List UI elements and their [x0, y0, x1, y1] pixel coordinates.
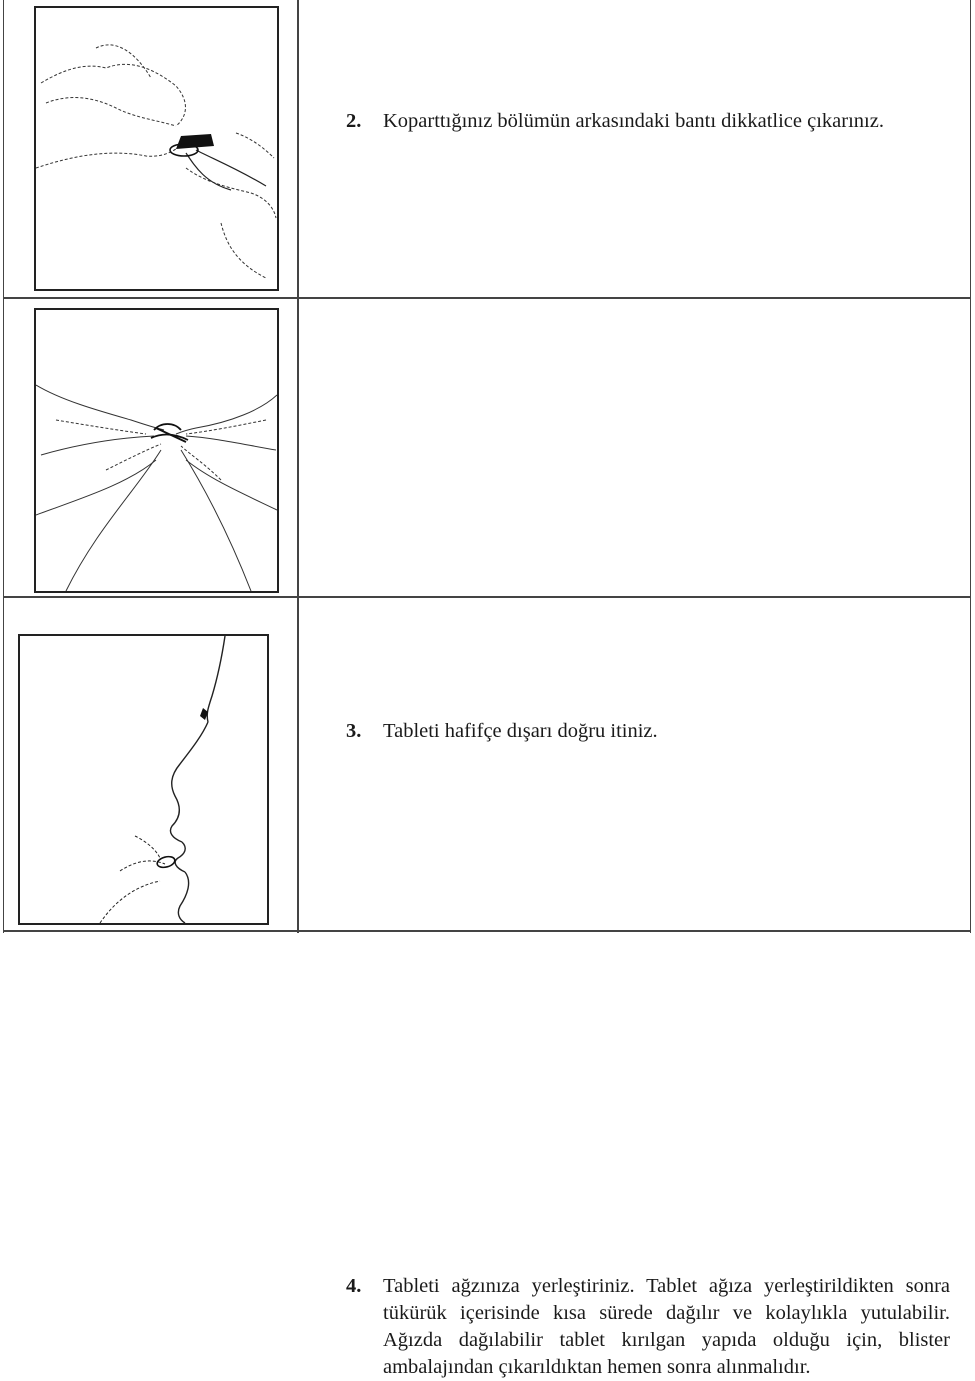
- hand-peeling-foil-icon: [36, 8, 277, 289]
- fingers-pushing-tablet-icon: [36, 310, 277, 591]
- push-tablet-illustration: [34, 308, 279, 593]
- step-number: 4.: [346, 1275, 362, 1297]
- peel-foil-illustration: [34, 6, 279, 291]
- step-row-2: [0, 0, 975, 298]
- step-text: Tableti ağzınıza yerleştiriniz. Tablet ağıza yerleştirildikten sonra tükürük içerisinde kısa sürede dağılır ve kolaylıkla yutulabilir. Ağızda dağılabilir tablet kırılgan yapıda olduğu için, blister ambalajından çıkarıldıktan hemen sonra alınmalıdır.: [383, 1275, 950, 1378]
- take-tablet-illustration: [18, 634, 269, 925]
- step-number: 2.: [346, 110, 362, 132]
- step-2-instruction: [346, 108, 956, 135]
- step-number: 3.: [346, 720, 362, 742]
- face-profile-tablet-icon: [20, 636, 267, 923]
- step-text: Tableti hafifçe dışarı doğru itiniz.: [383, 720, 658, 742]
- step-row-3: [0, 298, 975, 742]
- step-text: Koparttığınız bölümün arkasındaki bantı dikkatlice çıkarınız.: [383, 110, 884, 132]
- step-4-instruction: [346, 1273, 956, 1381]
- step-row-4: [0, 596, 975, 1378]
